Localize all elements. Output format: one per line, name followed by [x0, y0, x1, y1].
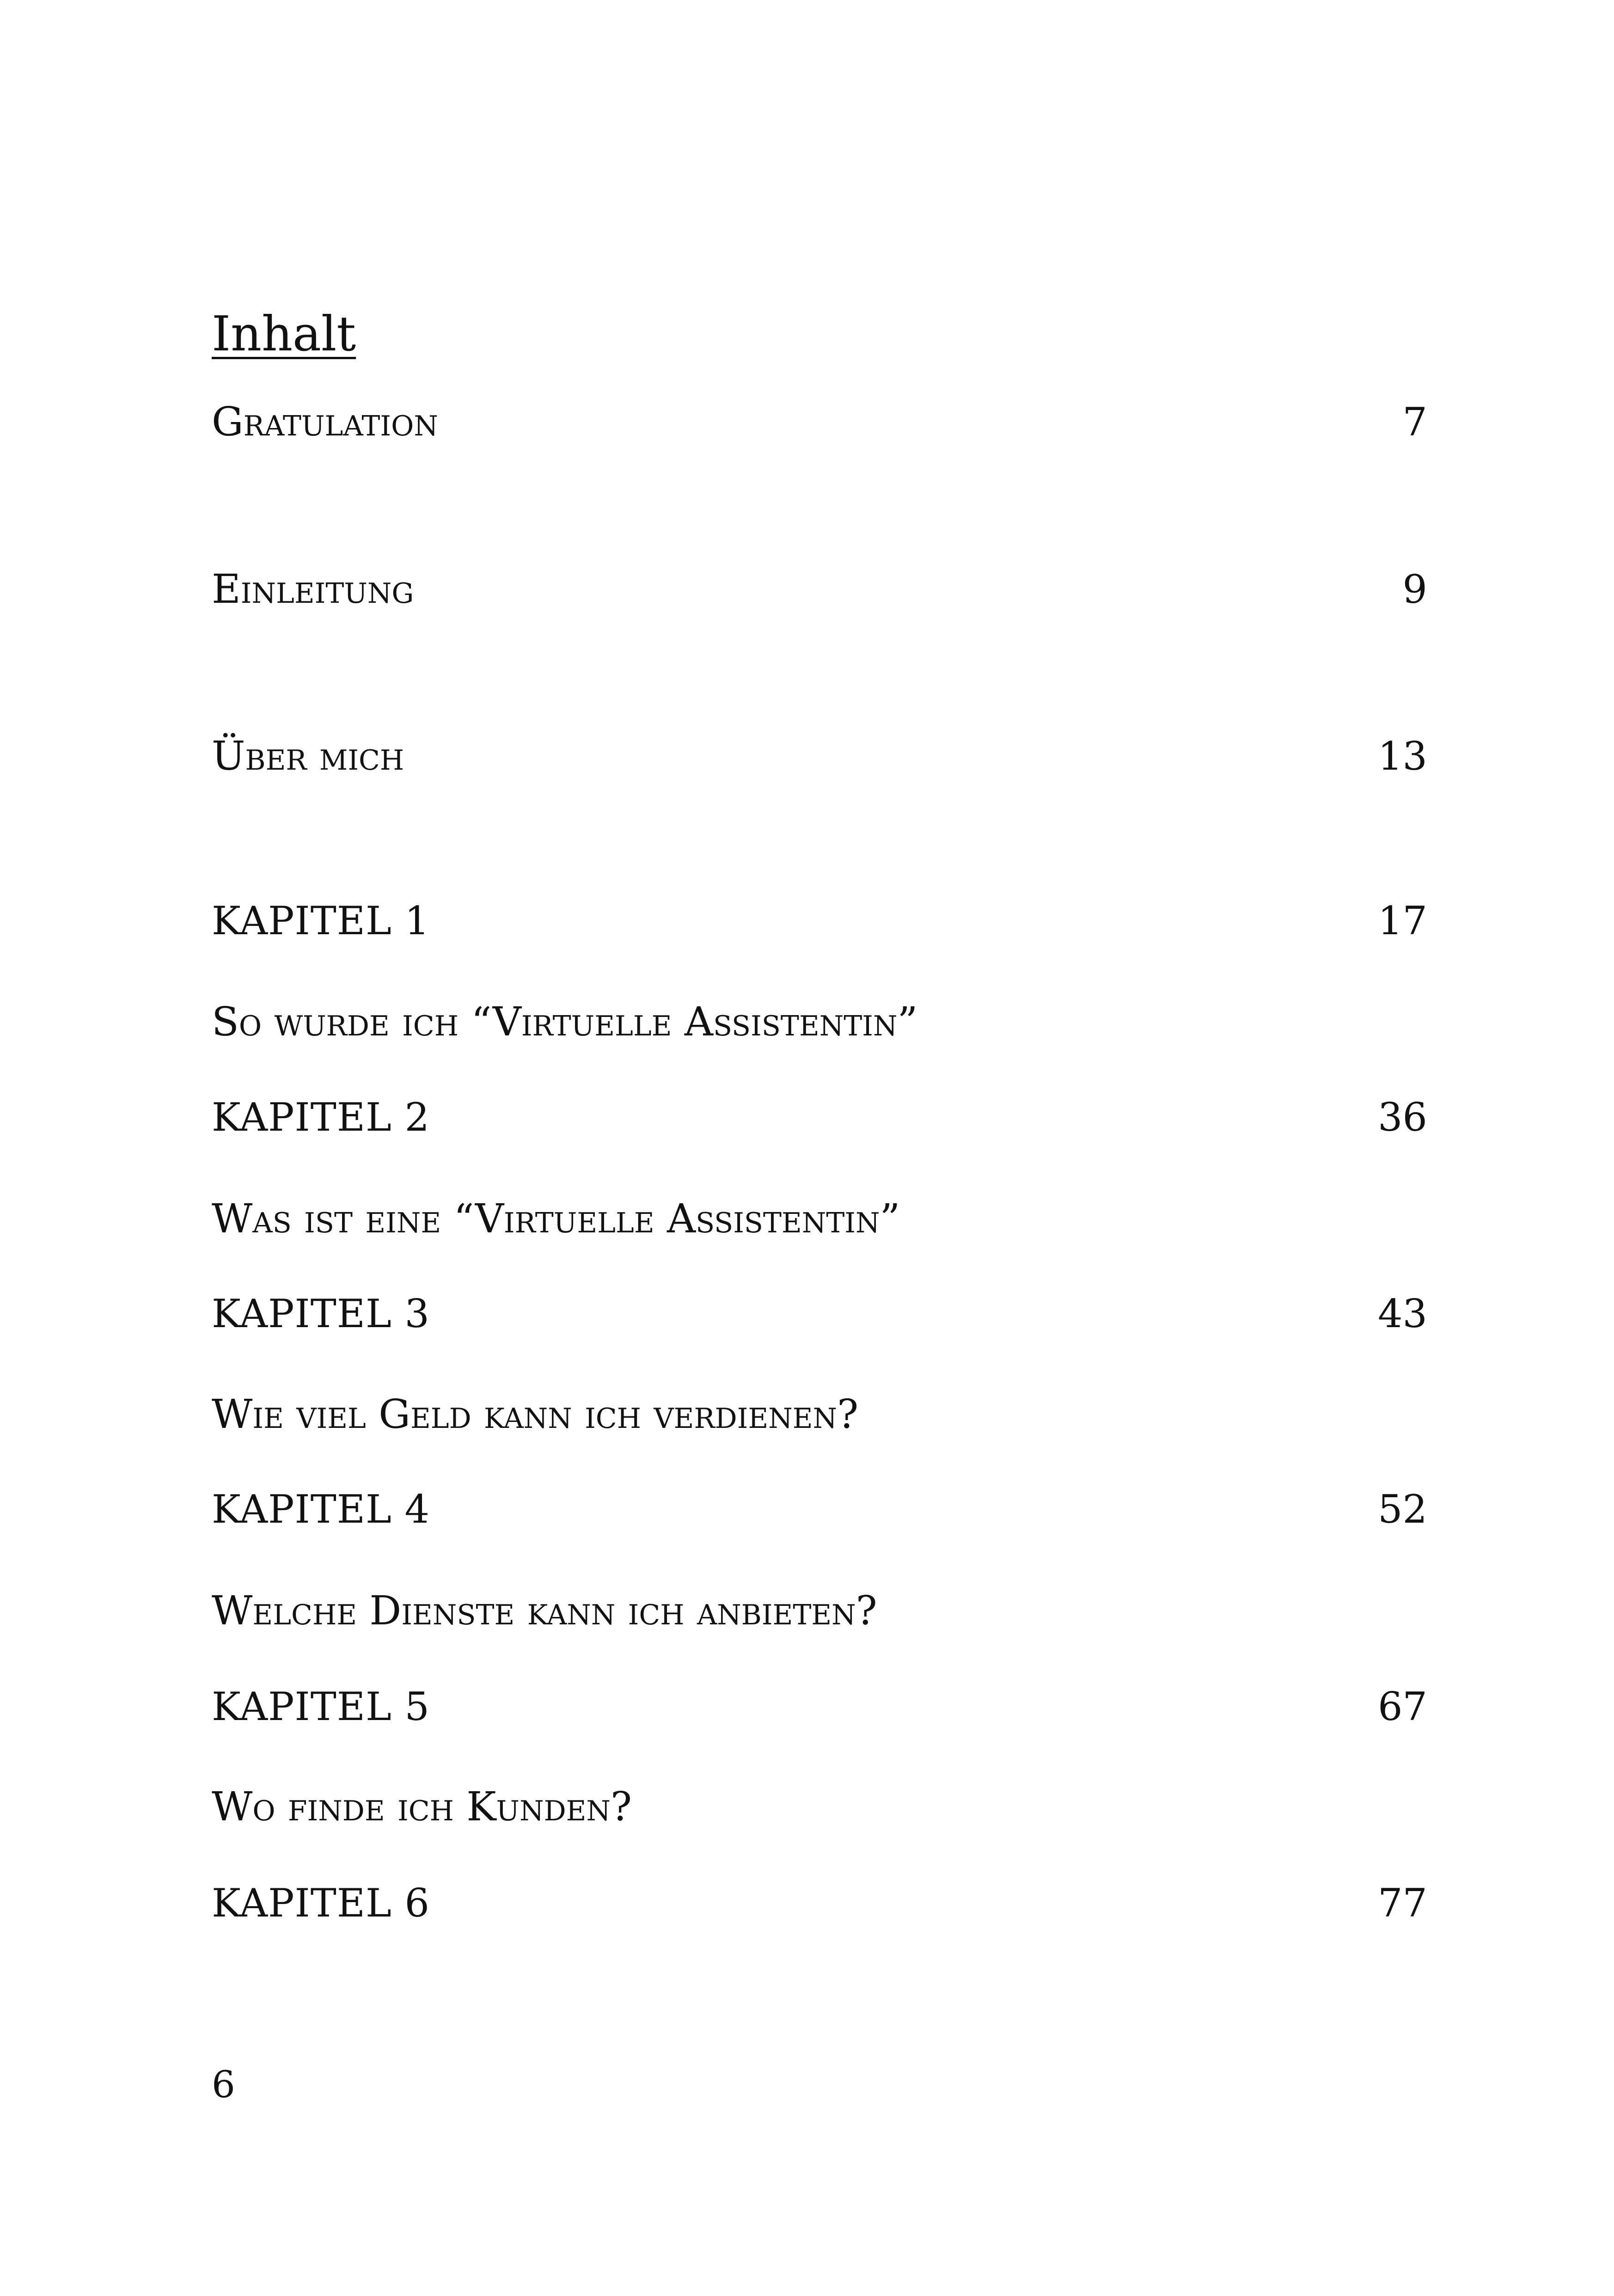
toc-chapter-subtitle: Welche Dienste kann ich anbieten? [212, 1588, 877, 1634]
toc-entry-kapitel-5 [212, 1684, 1427, 1738]
toc-entry-page: 7 [1402, 399, 1427, 445]
toc-chapter-label: KAPITEL 3 [212, 1291, 430, 1336]
page-number: 6 [212, 2063, 235, 2106]
toc-entry-label: Einleitung [212, 566, 414, 612]
toc-chapter-subtitle: Wie viel Geld kann ich verdienen? [212, 1391, 859, 1438]
toc-entry-kapitel-6 [212, 1880, 1427, 1935]
page-title: Inhalt [212, 306, 356, 362]
toc-chapter-label: KAPITEL 5 [212, 1684, 430, 1729]
toc-entry-page: 77 [1378, 1880, 1427, 1926]
toc-entry-kapitel-4 [212, 1487, 1427, 1541]
toc-entry-page: 17 [1378, 898, 1427, 943]
toc-entry-page: 13 [1378, 734, 1427, 779]
toc-entry-kapitel-3 [212, 1291, 1427, 1345]
toc-entry-kapitel-2 [212, 1095, 1427, 1149]
toc-entry-label: Über mich [212, 733, 404, 779]
toc-entry-label: Gratulation [212, 399, 438, 445]
toc-chapter-label: KAPITEL 6 [212, 1880, 430, 1926]
toc-chapter-label: KAPITEL 2 [212, 1095, 430, 1140]
toc-entry-ueber-mich [212, 733, 1427, 787]
toc-entry-page: 67 [1378, 1684, 1427, 1729]
toc-entry-page: 52 [1378, 1487, 1427, 1532]
toc-entry-page: 43 [1378, 1291, 1427, 1336]
toc-chapter-subtitle: Wo finde ich Kunden? [212, 1784, 632, 1830]
toc-entry-kapitel-1 [212, 898, 1427, 952]
toc-chapter-label: KAPITEL 1 [212, 898, 430, 943]
toc-entry-gratulation [212, 399, 1427, 453]
toc-entry-page: 36 [1378, 1095, 1427, 1140]
toc-chapter-label: KAPITEL 4 [212, 1487, 430, 1532]
toc-entry-einleitung [212, 566, 1427, 620]
toc-chapter-subtitle: Was ist eine “Virtuelle Assistentin” [212, 1196, 900, 1242]
toc-chapter-subtitle: So wurde ich “Virtuelle Assistentin” [212, 999, 918, 1045]
toc-entry-page: 9 [1402, 567, 1427, 612]
